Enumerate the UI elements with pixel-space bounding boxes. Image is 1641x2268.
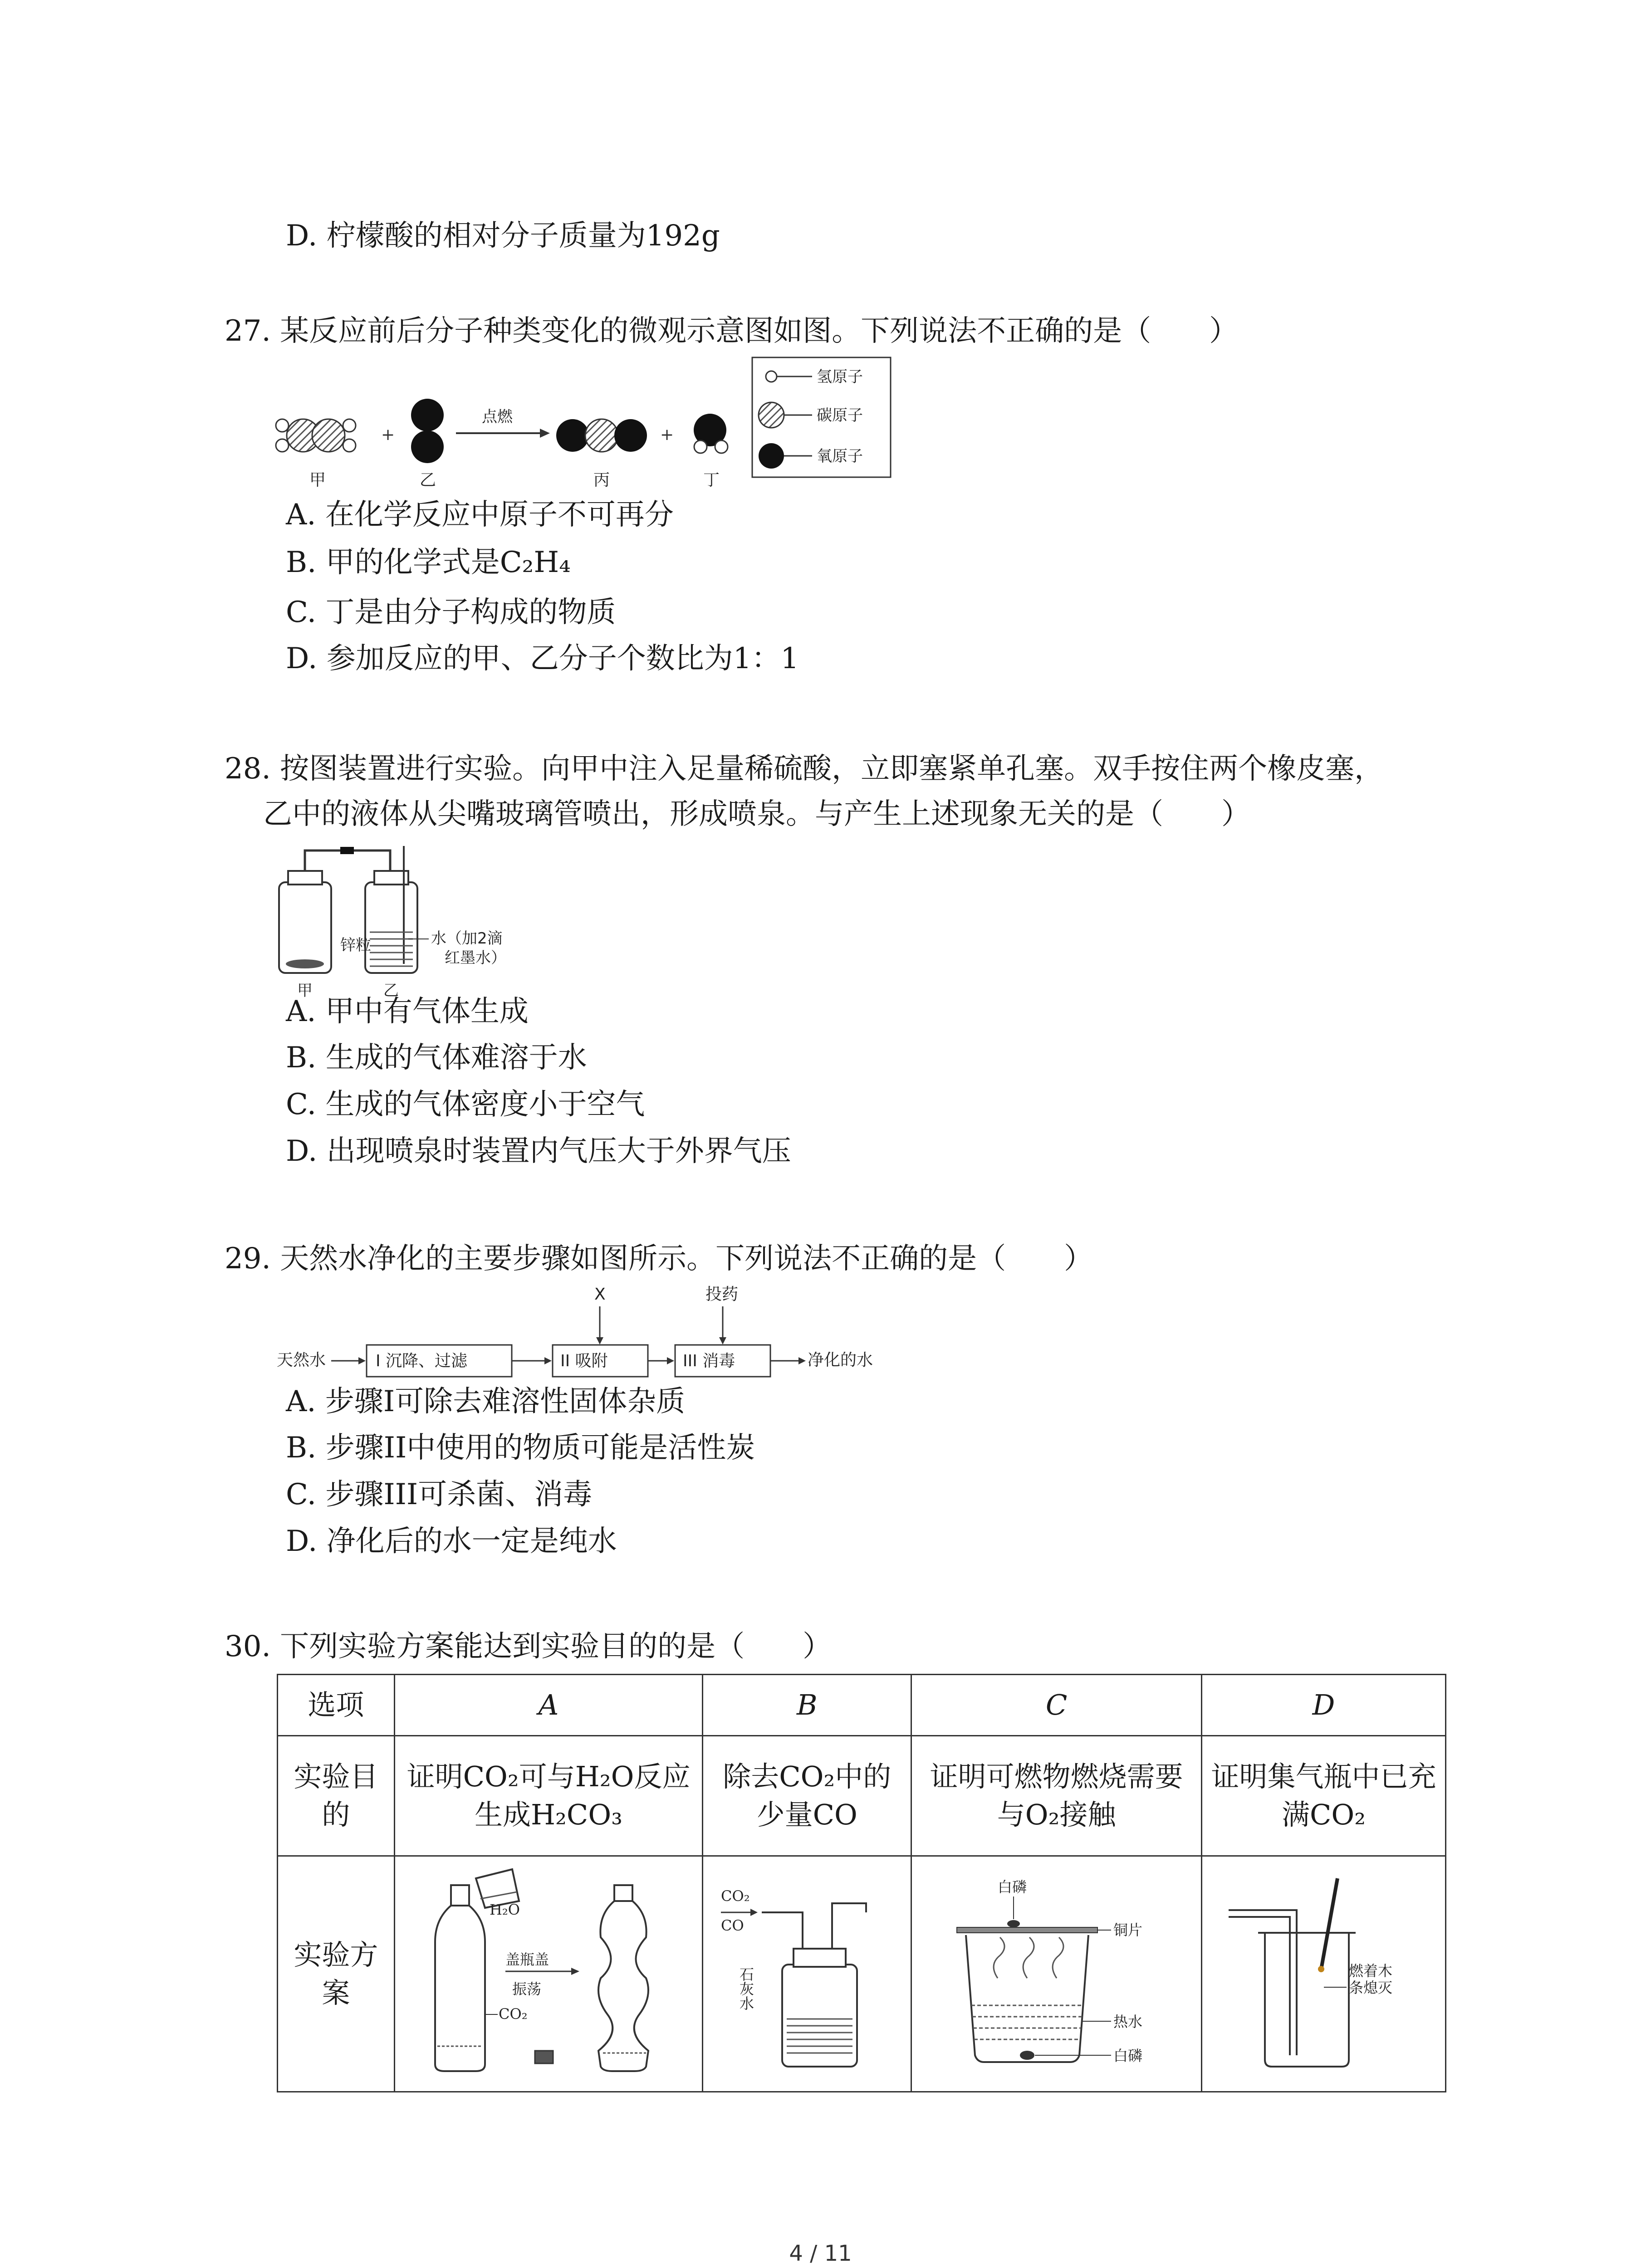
purpose-c: 证明可燃物燃烧需要与O₂接触 — [911, 1736, 1202, 1856]
q27-molecule-diagram — [272, 354, 907, 499]
label-ding: 丁 — [703, 471, 720, 489]
header-option: 选项 — [278, 1675, 395, 1736]
svg-text:+: + — [381, 425, 395, 444]
arrow-label: 点燃 — [482, 408, 513, 426]
svg-text:石灰水: 石灰水 — [737, 1967, 754, 2010]
row-head-plan: 实验方案 — [278, 1856, 395, 2092]
molecule-jia — [276, 419, 356, 452]
svg-text:CO₂: CO₂ — [720, 1887, 750, 1905]
label-water2: 红墨水） — [445, 949, 506, 967]
q28-stem-line2: 乙中的液体从尖嘴玻璃管喷出，形成喷泉。与产生上述现象无关的是（ ） — [263, 797, 1250, 831]
plan-c — [911, 1856, 1202, 2092]
svg-text:燃着木: 燃着木 — [1348, 1962, 1392, 1980]
svg-text:CO: CO — [720, 1917, 744, 1934]
q29-option-a: A. 步骤I可除去难溶性固体杂质 — [286, 1385, 686, 1418]
molecule-ding — [694, 414, 728, 453]
legend-oxygen: 氧原子 — [817, 447, 863, 465]
molecule-bing — [556, 419, 647, 452]
flow-step2: II 吸附 — [560, 1352, 608, 1370]
q28-option-c: C. 生成的气体密度小于空气 — [286, 1088, 645, 1121]
label-water: 水（加2滴 — [431, 929, 503, 948]
svg-text:+: + — [660, 425, 674, 444]
purpose-b: 除去CO₂中的少量CO — [703, 1736, 911, 1856]
q29-option-b: B. 步骤II中使用的物质可能是活性炭 — [286, 1431, 755, 1465]
row-head-purpose: 实验目的 — [278, 1736, 395, 1856]
plan-b — [703, 1856, 911, 2092]
label-yi: 乙 — [420, 471, 436, 489]
molecule-yi — [411, 399, 444, 463]
q27-option-a: A. 在化学反应中原子不可再分 — [286, 498, 674, 532]
q30-experiment-table — [277, 1674, 1446, 2092]
q27-option-b: B. 甲的化学式是C₂H₄ — [286, 546, 571, 579]
page-number: 4 / 11 — [789, 2241, 852, 2266]
q27-option-d: D. 参加反应的甲、乙分子个数比为1：1 — [286, 642, 799, 675]
flow-end: 净化的水 — [808, 1351, 873, 1369]
flow-start: 天然水 — [277, 1351, 326, 1369]
q26-option-d: D. 柠檬酸的相对分子质量为192g — [286, 219, 720, 253]
plan-c-beaker — [921, 1860, 1193, 2078]
label-bottle-jia: 甲 — [297, 982, 313, 1000]
header-a: A — [394, 1675, 703, 1736]
plan-a-bottles — [408, 1860, 689, 2078]
q28-option-b: B. 生成的气体难溶于水 — [286, 1041, 587, 1075]
svg-text:白磷: 白磷 — [997, 1878, 1027, 1896]
header-d: D — [1202, 1675, 1446, 1736]
q27-stem: 27. 某反应前后分子种类变化的微观示意图如图。下列说法不正确的是（ ） — [225, 314, 1239, 348]
purpose-d: 证明集气瓶中已充满CO₂ — [1202, 1736, 1446, 1856]
table-purpose-row — [278, 1736, 1446, 1856]
legend-hydrogen: 氢原子 — [817, 368, 863, 386]
svg-text:热水: 热水 — [1113, 2013, 1142, 2030]
q29-option-c: C. 步骤III可杀菌、消毒 — [286, 1478, 593, 1511]
svg-text:CO₂: CO₂ — [499, 2005, 528, 2023]
svg-text:振荡: 振荡 — [512, 1980, 542, 1998]
q29-stem: 29. 天然水净化的主要步骤如图所示。下列说法不正确的是（ ） — [225, 1242, 1093, 1276]
table-plan-row — [278, 1856, 1446, 2092]
svg-text:铜片: 铜片 — [1113, 1921, 1142, 1939]
q27-option-c: C. 丁是由分子构成的物质 — [286, 596, 616, 629]
q30-stem: 30. 下列实验方案能达到实验目的的是（ ） — [225, 1630, 832, 1663]
label-zinc: 锌粒 — [340, 936, 371, 954]
legend-carbon: 碳原子 — [817, 406, 863, 425]
table-header-row — [278, 1675, 1446, 1736]
plan-d — [1202, 1856, 1446, 2092]
label-bottle-yi: 乙 — [383, 982, 399, 1000]
q28-option-a: A. 甲中有气体生成 — [286, 995, 529, 1028]
flow-step3: III 消毒 — [683, 1352, 735, 1370]
plan-d-gas-jar — [1210, 1860, 1437, 2078]
svg-text:盖瓶盖: 盖瓶盖 — [505, 1951, 549, 1968]
header-c: C — [911, 1675, 1202, 1736]
plan-a — [394, 1856, 703, 2092]
q28-option-d: D. 出现喷泉时装置内气压大于外界气压 — [286, 1134, 791, 1168]
q29-flow-diagram — [272, 1279, 907, 1383]
flow-step1: I 沉降、过滤 — [376, 1352, 468, 1370]
svg-text:H₂O: H₂O — [490, 1901, 520, 1918]
flow-input-x: X — [594, 1285, 606, 1304]
svg-text:白磷: 白磷 — [1113, 2047, 1142, 2064]
q28-stem-line1: 28. 按图装置进行实验。向甲中注入足量稀硫酸，立即塞紧单孔塞。双手按住两个橡皮塞， — [225, 752, 1384, 786]
header-b: B — [703, 1675, 911, 1736]
q29-option-d: D. 净化后的水一定是纯水 — [286, 1525, 617, 1558]
label-jia: 甲 — [309, 471, 326, 489]
flow-input-drug: 投药 — [705, 1285, 739, 1304]
svg-text:条熄灭: 条熄灭 — [1348, 1979, 1392, 1996]
q28-apparatus-diagram — [272, 841, 563, 1005]
plan-b-bottle — [712, 1860, 902, 2078]
legend — [752, 357, 891, 477]
label-bing: 丙 — [593, 471, 610, 489]
purpose-a: 证明CO₂可与H₂O反应生成H₂CO₃ — [394, 1736, 703, 1856]
